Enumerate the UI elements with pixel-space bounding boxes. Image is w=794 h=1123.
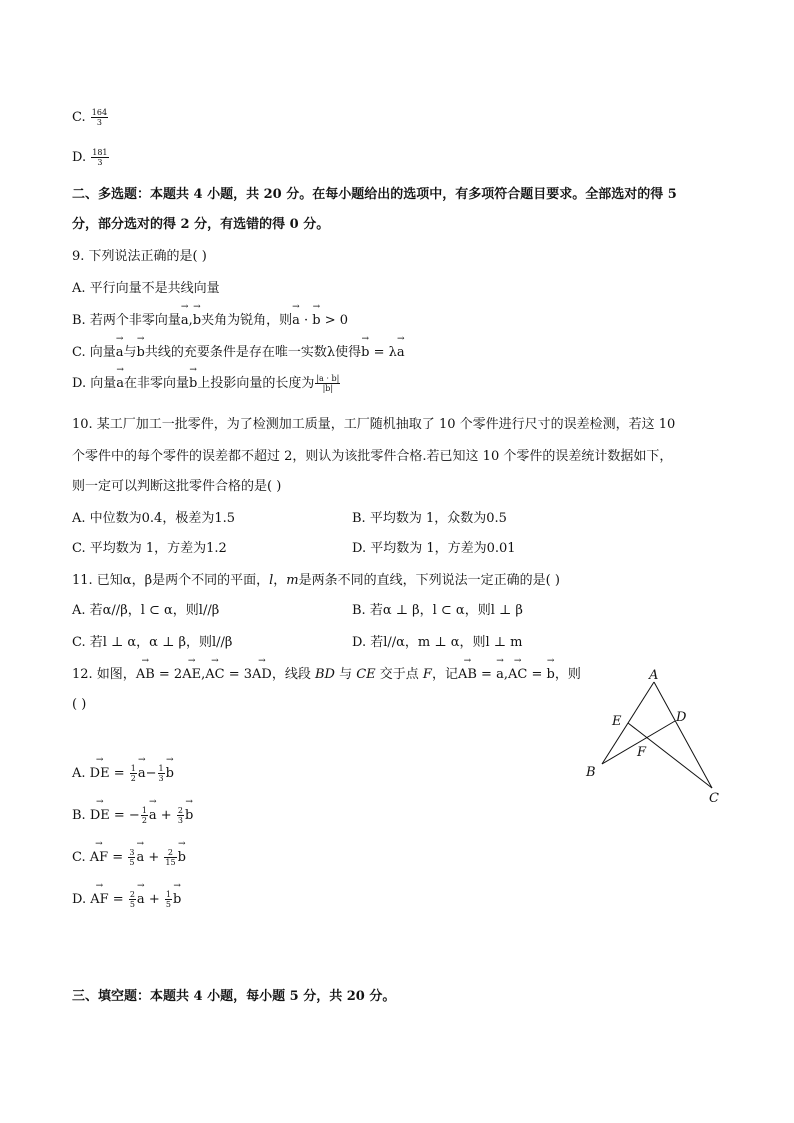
q10-stem-line3: 则一定可以判断这批零件合格的是( ) bbox=[72, 479, 282, 494]
text: ，线段 bbox=[271, 667, 315, 682]
denominator: 3 bbox=[97, 158, 103, 167]
option-label: D. bbox=[72, 892, 91, 907]
q9-stem: 9. 下列说法正确的是( ) bbox=[72, 249, 207, 264]
fraction bbox=[164, 848, 176, 867]
q12-option-c bbox=[72, 848, 186, 867]
denominator: 3 bbox=[158, 774, 164, 783]
text: ， bbox=[273, 573, 287, 588]
text: , bbox=[503, 667, 508, 682]
q10-option-b: B. 平均数为 1，众数为0.5 bbox=[352, 511, 507, 526]
q12-answer-parens: ( ) bbox=[72, 697, 87, 712]
denominator: 2 bbox=[130, 774, 136, 783]
vector-ab: → AB bbox=[458, 666, 477, 684]
vector-ab: → AB bbox=[136, 666, 155, 684]
fraction bbox=[165, 890, 172, 909]
text: 上投影向量的长度为 bbox=[197, 376, 315, 391]
numerator: 2 bbox=[177, 806, 183, 815]
text: + bbox=[156, 808, 176, 823]
fraction bbox=[129, 890, 136, 909]
label-e: E bbox=[612, 714, 622, 729]
section2-heading-line1: 二、多选题：本题共 4 小题，共 20 分。在每小题给出的选项中，有多项符合题目要求。全部选对的得 5 bbox=[72, 187, 677, 202]
denominator: 15 bbox=[165, 858, 176, 867]
denominator: |b| bbox=[322, 384, 334, 393]
text: = bbox=[476, 667, 497, 682]
numerator: 1 bbox=[141, 806, 147, 815]
denominator: 5 bbox=[129, 858, 135, 867]
numerator: 1 bbox=[158, 764, 164, 773]
text: 夹角为锐角，则 bbox=[201, 313, 293, 328]
text: 12. 如图， bbox=[72, 667, 136, 682]
text: 与 bbox=[123, 345, 137, 360]
q12-option-a bbox=[72, 764, 174, 783]
fraction bbox=[91, 108, 108, 127]
option-label: A. bbox=[72, 766, 90, 781]
vector-a: → a bbox=[138, 765, 146, 783]
text: D. 向量 bbox=[72, 376, 117, 391]
option-label: C. bbox=[72, 850, 90, 865]
numerator: 1 bbox=[165, 890, 171, 899]
vector-ac: → AC bbox=[205, 666, 224, 684]
fraction bbox=[130, 764, 137, 783]
vector-b: → b bbox=[361, 344, 369, 362]
vector-a: → a bbox=[136, 849, 144, 867]
text: 与 bbox=[334, 667, 357, 682]
text: ，则 bbox=[554, 667, 581, 682]
vector-a: → a bbox=[149, 807, 157, 825]
fraction bbox=[315, 374, 340, 393]
triangle-figure bbox=[580, 664, 730, 810]
vector-b: → b bbox=[312, 312, 320, 330]
q8-option-c bbox=[72, 108, 109, 127]
vector-b: → b bbox=[137, 344, 145, 362]
text: = bbox=[527, 667, 547, 682]
text: = bbox=[108, 892, 128, 907]
q12-stem bbox=[72, 666, 581, 684]
text: + bbox=[144, 850, 164, 865]
vector-b: → b bbox=[189, 375, 197, 393]
q11-stem bbox=[72, 572, 560, 590]
option-label: C. bbox=[72, 110, 86, 125]
q12-option-b bbox=[72, 806, 193, 825]
q11-option-b: B. 若α ⊥ β，l ⊂ α，则l ⊥ β bbox=[352, 603, 523, 618]
numerator: |a · b| bbox=[316, 374, 340, 383]
line-m: m bbox=[286, 573, 299, 588]
numerator: 181 bbox=[92, 148, 108, 157]
denominator: 5 bbox=[129, 900, 135, 909]
text: + bbox=[144, 892, 164, 907]
segment-bd: BD bbox=[314, 667, 335, 682]
q11-option-c: C. 若l ⊥ α，α ⊥ β，则l//β bbox=[72, 635, 233, 650]
vector-b: → b bbox=[547, 666, 555, 684]
fraction bbox=[128, 848, 135, 867]
segment-ac bbox=[654, 682, 712, 788]
text: 11. 已知α，β是两个不同的平面， bbox=[72, 573, 270, 588]
text: − bbox=[145, 766, 157, 781]
numerator: 2 bbox=[164, 848, 176, 858]
vector-b: → b bbox=[166, 765, 174, 783]
text: , bbox=[188, 313, 193, 328]
text: = − bbox=[109, 808, 140, 823]
vector-b: → b bbox=[173, 891, 181, 909]
vector-ad: → AD bbox=[252, 666, 272, 684]
q10-stem-line2: 个零件中的每个零件的误差都不超过 2，则认为该批零件合格.若已知这 10 个零件的误差统计数据如下， bbox=[72, 449, 673, 464]
vector-ae: → AE bbox=[182, 666, 201, 684]
text: 是两条不同的直线，下列说法一定正确的是( ) bbox=[298, 573, 560, 588]
vector-a: → a bbox=[292, 312, 300, 330]
line-l: l bbox=[269, 573, 274, 588]
vector-a: → a bbox=[116, 375, 124, 393]
text: = λ bbox=[369, 345, 397, 360]
q10-option-d: D. 平均数为 1，方差为0.01 bbox=[352, 541, 516, 556]
text: 在非零向量 bbox=[124, 376, 190, 391]
q11-option-d: D. 若l//α，m ⊥ α，则l ⊥ m bbox=[352, 635, 523, 650]
text: · bbox=[299, 313, 313, 328]
q10-option-a: A. 中位数为0.4，极差为1.5 bbox=[72, 511, 236, 526]
text: B. 若两个非零向量 bbox=[72, 313, 181, 328]
fraction bbox=[91, 148, 108, 167]
vector-af: → AF bbox=[90, 849, 108, 867]
vector-de: → DE bbox=[90, 765, 110, 783]
q10-stem-line1: 10. 某工厂加工一批零件，为了检测加工质量，工厂随机抽取了 10 个零件进行尺寸的误差检测，若这 10 bbox=[72, 417, 676, 432]
text: = 2 bbox=[154, 667, 183, 682]
fraction bbox=[177, 806, 184, 825]
vector-a: → a bbox=[181, 312, 189, 330]
vector-de: → DE bbox=[90, 807, 110, 825]
denominator: 3 bbox=[96, 118, 102, 127]
denominator: 5 bbox=[165, 900, 171, 909]
label-d: D bbox=[676, 710, 687, 725]
vector-a: → a bbox=[137, 891, 145, 909]
label-f: F bbox=[637, 745, 647, 760]
text: = bbox=[108, 850, 128, 865]
text: , bbox=[201, 667, 206, 682]
q9-option-a: A. 平行向量不是共线向量 bbox=[72, 281, 220, 296]
fraction bbox=[158, 764, 165, 783]
vector-a: → a bbox=[397, 344, 405, 362]
segment-ce: CE bbox=[356, 667, 376, 682]
option-label: B. bbox=[72, 808, 90, 823]
q9-option-c bbox=[72, 344, 405, 362]
numerator: 3 bbox=[129, 848, 135, 857]
q11-option-a: A. 若α//β，l ⊂ α，则l//β bbox=[72, 603, 220, 618]
text: > 0 bbox=[320, 313, 349, 328]
fraction bbox=[141, 806, 148, 825]
numerator: 164 bbox=[91, 108, 108, 117]
numerator: 2 bbox=[129, 890, 135, 899]
text: = bbox=[109, 766, 129, 781]
text: = 3 bbox=[224, 667, 253, 682]
vector-b: → b bbox=[185, 807, 193, 825]
q9-option-d bbox=[72, 374, 341, 393]
vector-af: → AF bbox=[90, 891, 108, 909]
vector-b: → b bbox=[193, 312, 201, 330]
label-c: C bbox=[709, 791, 719, 806]
text: 交于点 bbox=[375, 667, 423, 682]
q12-option-d bbox=[72, 890, 181, 909]
label-b: B bbox=[586, 765, 596, 780]
q10-option-c: C. 平均数为 1，方差为1.2 bbox=[72, 541, 227, 556]
vector-ac: → AC bbox=[508, 666, 527, 684]
vector-b: → b bbox=[178, 849, 186, 867]
text: ，记 bbox=[431, 667, 458, 682]
vector-a: → a bbox=[496, 666, 504, 684]
denominator: 3 bbox=[177, 816, 183, 825]
q9-option-b bbox=[72, 312, 348, 330]
label-a: A bbox=[649, 668, 659, 683]
text: 共线的充要条件是存在唯一实数λ使得 bbox=[144, 345, 362, 360]
section3-heading: 三、填空题：本题共 4 小题，每小题 5 分，共 20 分。 bbox=[72, 989, 396, 1004]
option-label: D. bbox=[72, 150, 87, 165]
text: C. 向量 bbox=[72, 345, 116, 360]
denominator: 2 bbox=[141, 816, 147, 825]
q8-option-d bbox=[72, 148, 110, 167]
vector-a: → a bbox=[116, 344, 124, 362]
numerator: 1 bbox=[130, 764, 136, 773]
point-f: F bbox=[422, 667, 432, 682]
section2-heading-line2: 分，部分选对的得 2 分，有选错的得 0 分。 bbox=[72, 217, 330, 232]
